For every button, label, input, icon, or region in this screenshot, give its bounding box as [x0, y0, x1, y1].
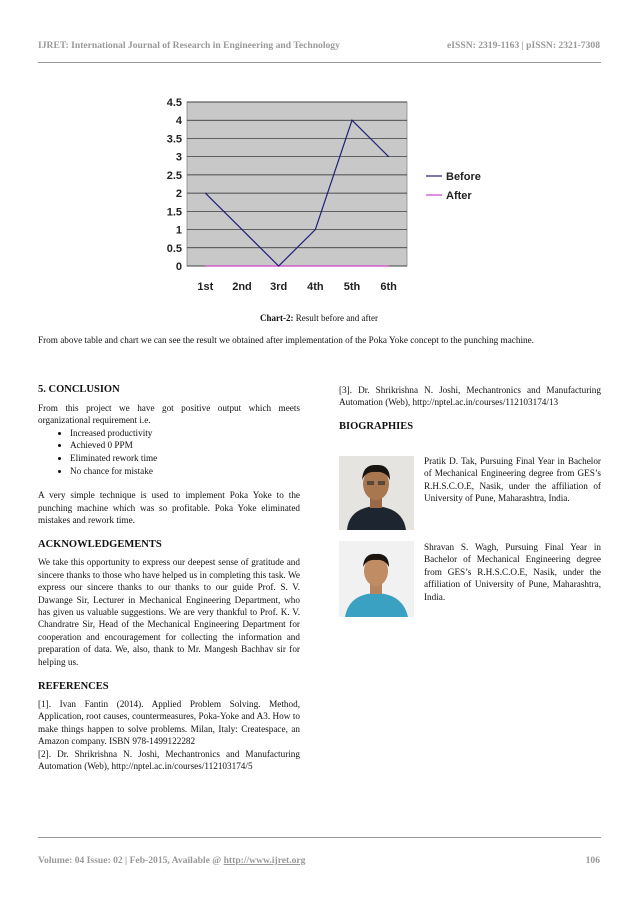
page-number: 106 — [585, 855, 600, 866]
y-tick-label: 1.5 — [166, 206, 182, 219]
left-column — [38, 384, 300, 773]
biographies-heading: BIOGRAPHIES — [339, 420, 414, 432]
line-chart — [150, 92, 510, 302]
conclusion-intro: From this project we have got positive output which meets organizational requirement i.e. — [38, 403, 300, 426]
x-tick-label: 3rd — [270, 281, 288, 293]
footer-link[interactable]: http://www.ijret.org — [223, 855, 306, 866]
references-heading: REFERENCES — [38, 681, 109, 693]
author-photo-2 — [339, 541, 414, 617]
chart-caption — [0, 313, 638, 323]
acknowledgements-text: We take this opportunity to express our deepest sense of gratitude and sincere thanks to those who have helped us in completing this task. We express our sincere thanks to our thanks to our guide Prof. S. V. Dawange Sir, Lecturer in Mechanical Engineering Department, who has given us valuable suggestions. We are very thankful to Prof. K. V. Chandratre Sir, Head of the Mechanical Engineering Department for cooperation and encouragement for collecting the information and preparation of data. We, also, thank to Mr. Mangesh Bachhav sir for helping us. — [38, 557, 300, 667]
legend-before-label: Before — [446, 171, 481, 183]
reference-2: [2]. Dr. Shrikrishna N. Joshi, Mechantronics and Manufacturing Automation (Web), http://nptel.ac.in/courses/112103174/5 — [38, 748, 300, 772]
x-tick-label: 1st — [197, 281, 214, 293]
list-item: • Achieved 0 PPM — [70, 439, 300, 452]
y-tick-label: 4.5 — [166, 97, 182, 109]
reference-3: [3]. Dr. Shrikrishna N. Joshi, Mechantronics and Manufacturing Automation (Web), http://nptel.ac.in/courses/112103174/13 — [339, 385, 601, 408]
x-tick-label: 5th — [343, 281, 361, 293]
conclusion-list — [38, 427, 300, 477]
author-photo-1 — [339, 456, 414, 530]
y-tick-label: 1 — [175, 224, 182, 237]
biography-1: Pratik D. Tak, Pursuing Final Year in Bachelor of Mechanical Engineering degree from GES’s R.H.S.C.O.E, Nasik, under the affiliation of University of Pune, Maharashtra, India. — [424, 456, 601, 504]
portrait-2-icon — [339, 541, 414, 617]
reference-1: [1]. Ivan Fantin (2014). Applied Problem Solving. Method, Application, root causes, countermeasures, Poka-Yoke and A3. How to make things happen to solve problems. Milan, Italy: Createspace, an Amazon company. ISBN 978-1499122282 — [38, 699, 300, 747]
footer-volume-text: Volume: 04 Issue: 02 | Feb-2015, Available @ — [38, 855, 224, 866]
biography-2: Shravan S. Wagh, Pursuing Final Year in Bachelor of Mechanical Engineering degree from GES’s R.H.S.C.O.E, Nasik, under the affiliation of University of Pune, Maharashtra, India. — [424, 542, 601, 602]
x-tick-label: 4th — [307, 281, 324, 293]
right-column — [339, 384, 601, 432]
legend-after-label: After — [446, 190, 472, 202]
y-tick-label: 0 — [175, 261, 182, 273]
issn: eISSN: 2319-1163 | pISSN: 2321-7308 — [447, 40, 600, 51]
x-tick-label: 6th — [380, 281, 397, 293]
footer-volume — [38, 855, 305, 866]
conclusion-heading: 5. CONCLUSION — [38, 384, 120, 395]
footer-rule — [38, 837, 601, 838]
conclusion-outro: A very simple technique is used to implement Poka Yoke to the punching machine which was so profitable. Poka Yoke eliminated mistakes and rework time. — [38, 490, 300, 525]
caption-text: Result before and after — [293, 313, 378, 323]
y-tick-label: 0.5 — [166, 242, 182, 255]
list-item: • Eliminated rework time — [70, 452, 300, 465]
y-tick-label: 2.5 — [166, 169, 182, 182]
y-tick-label: 3 — [175, 151, 182, 164]
intro-paragraph: From above table and chart we can see the result we obtained after implementation of the Poka Yoke concept to the punching machine. — [38, 335, 534, 345]
portrait-1-icon — [339, 456, 414, 530]
list-item: • No chance for mistake — [70, 465, 300, 478]
header-rule — [38, 62, 601, 63]
y-tick-label: 3.5 — [166, 133, 182, 146]
journal-title: IJRET: International Journal of Research in Engineering and Technology — [38, 40, 340, 51]
y-tick-label: 2 — [175, 188, 182, 201]
acknowledgements-heading: ACKNOWLEDGEMENTS — [38, 539, 162, 551]
y-tick-label: 4 — [175, 115, 182, 128]
x-tick-label: 2nd — [232, 281, 252, 293]
plot-area — [187, 102, 407, 266]
caption-label: Chart-2: — [260, 313, 294, 323]
list-item: • Increased productivity — [70, 427, 300, 440]
